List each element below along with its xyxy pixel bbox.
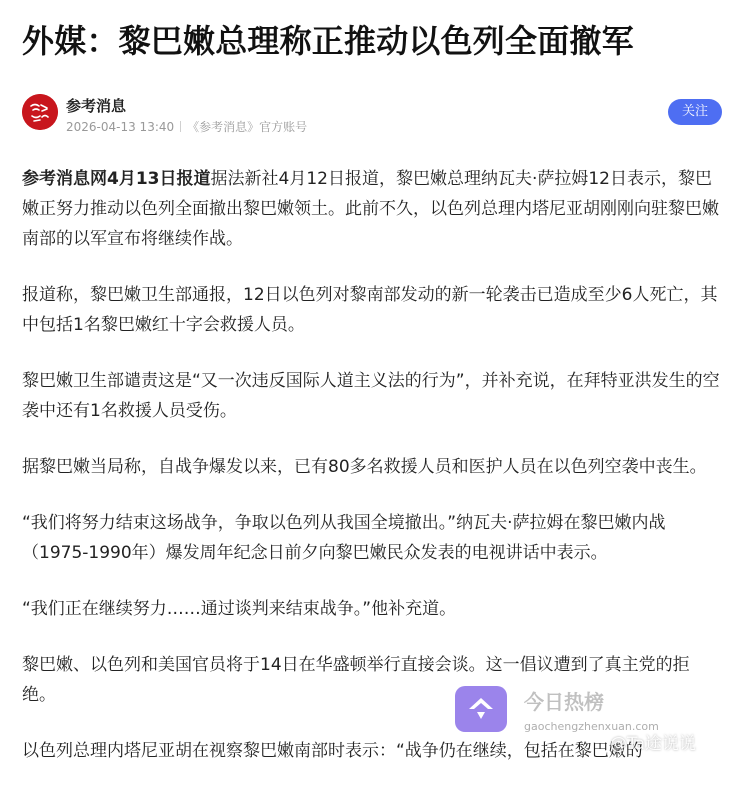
follow-button[interactable]: 关注 — [668, 99, 722, 125]
jinri-rebang-logo-icon — [455, 686, 507, 732]
account-label: 《参考消息》官方账号 — [187, 120, 308, 134]
article-title: 外媒：黎巴嫩总理称正推动以色列全面撤军 — [22, 22, 634, 60]
watermark-url: gaochengzhenxuan.com — [524, 720, 659, 733]
paragraph-text: 据黎巴嫩当局称，自战争爆发以来，已有80多名救援人员和医护人员在以色列空袭中丧生。 — [22, 457, 707, 477]
author-avatar[interactable] — [22, 94, 58, 130]
article-paragraph — [22, 366, 722, 426]
article-paragraph — [22, 594, 722, 624]
publish-date: 2026-04-13 13:40 — [66, 120, 175, 134]
article-paragraph — [22, 164, 722, 254]
author-name[interactable]: 参考消息 — [66, 97, 127, 115]
article-paragraph — [22, 452, 722, 482]
meta-divider — [180, 121, 181, 132]
cankao-xiaoxi-logo-icon — [22, 94, 58, 130]
watermark-name: 今日热榜 — [524, 690, 604, 714]
paragraph-text: “我们正在继续努力……通过谈判来结束战争。”他补充道。 — [22, 599, 457, 619]
paragraph-text: 黎巴嫩卫生部谴责这是“又一次违反国际人道主义法的行为”，并补充说，在拜特亚洪发生的空袭中还有1名救援人员受伤。 — [22, 371, 720, 421]
paragraph-text: 据法新社4月12日报道，黎巴嫩总理纳瓦夫·萨拉姆12日表示，黎巴嫩正努力推动以色列全面撤出黎巴嫩领土。此前不久，以色列总理内塔尼亚胡刚刚向驻黎巴嫩南部的以军宣布将继续作战。 — [22, 169, 719, 249]
article-meta — [66, 118, 307, 135]
watermark-corner: @Ta途说说 — [610, 734, 696, 754]
article-paragraph — [22, 280, 722, 340]
article-paragraph — [22, 508, 722, 568]
paragraph-text: 以色列总理内塔尼亚胡在视察黎巴嫩南部时表示：“战争仍在继续，包括在黎巴嫩的 — [22, 741, 643, 761]
paragraph-lead: 参考消息网4月13日报道 — [22, 169, 211, 189]
author-info — [22, 94, 722, 134]
paragraph-text: 黎巴嫩、以色列和美国官员将于14日在华盛顿举行直接会谈。这一倡议遭到了真主党的拒绝。 — [22, 655, 690, 705]
paragraph-text: “我们将努力结束这场战争，争取以色列从我国全境撤出。”纳瓦夫·萨拉姆在黎巴嫩内战（1975-1990年）爆发周年纪念日前夕向黎巴嫩民众发表的电视讲话中表示。 — [22, 513, 666, 563]
article-body — [22, 164, 722, 792]
paragraph-text: 报道称，黎巴嫩卫生部通报，12日以色列对黎南部发动的新一轮袭击已造成至少6人死亡，其中包括1名黎巴嫩红十字会救援人员。 — [22, 285, 718, 335]
article-paragraph — [22, 650, 722, 710]
